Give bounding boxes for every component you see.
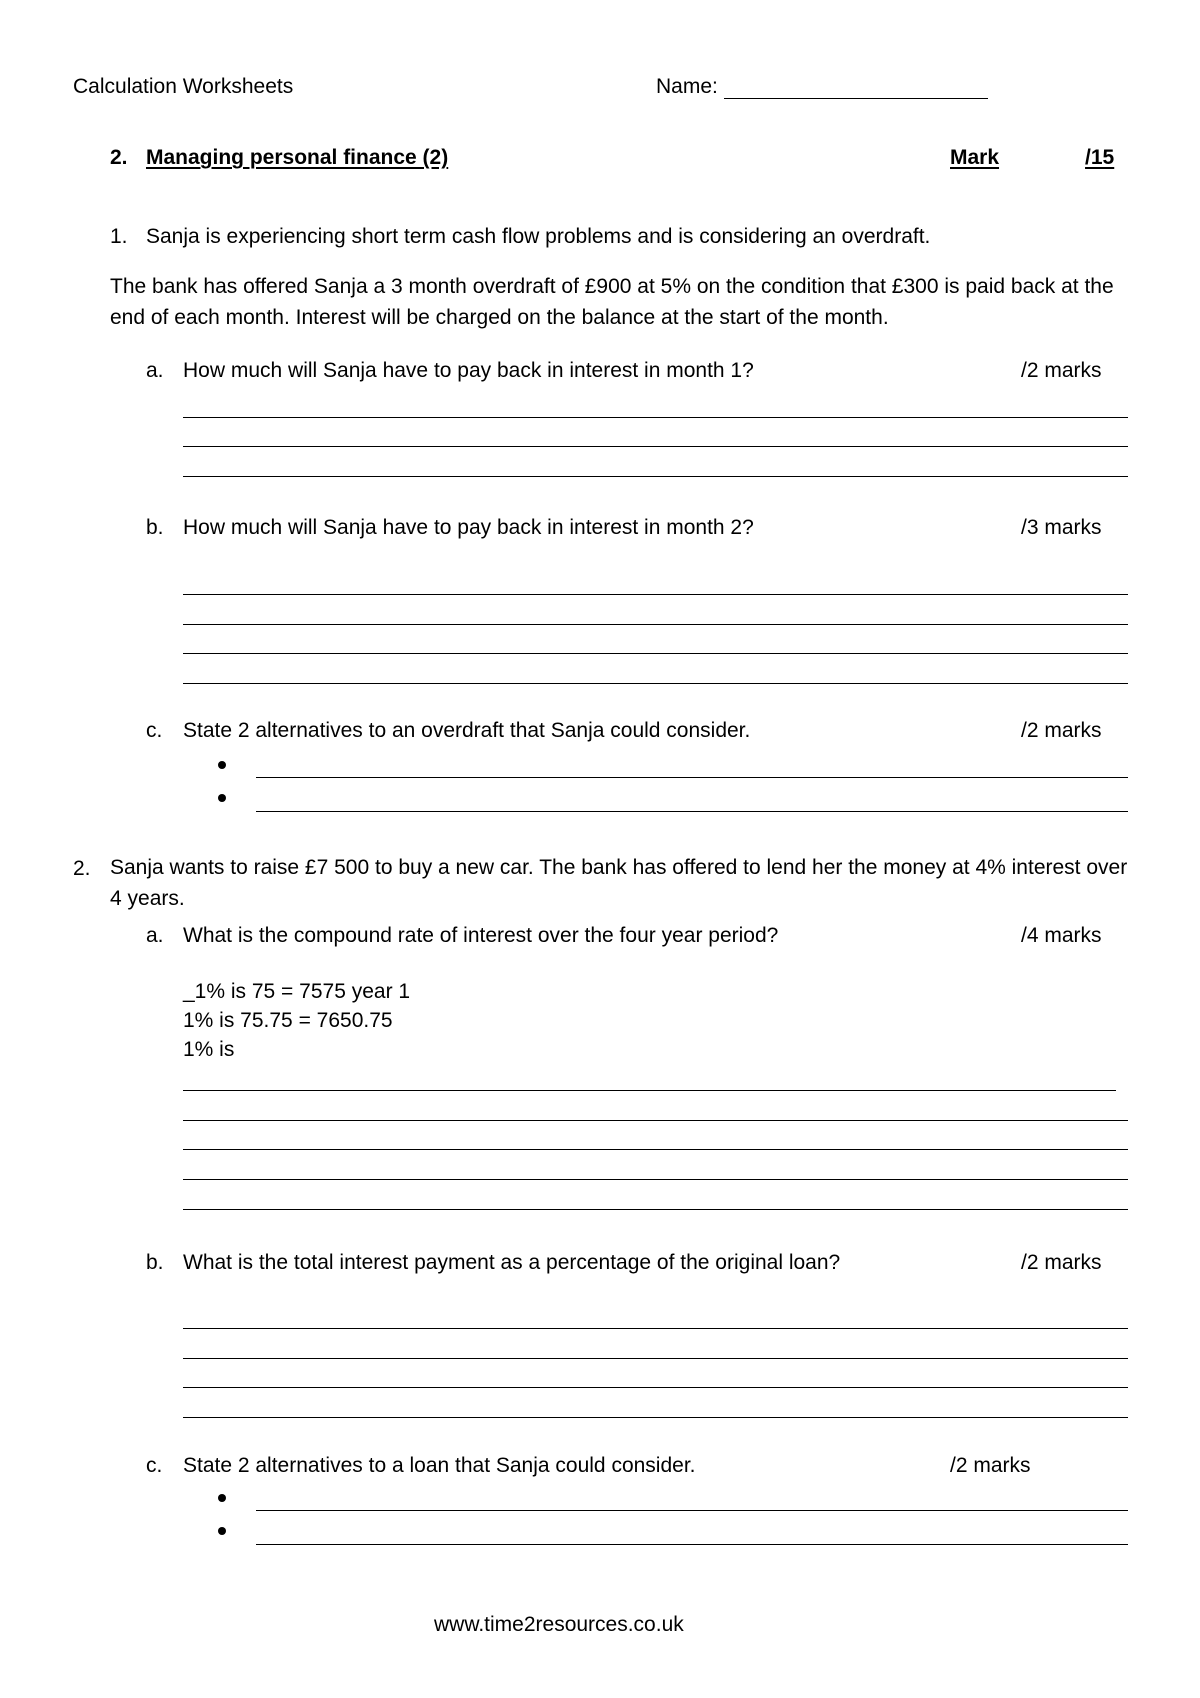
answer-line[interactable] xyxy=(183,446,1128,447)
bullet-point xyxy=(218,794,226,802)
answer-line[interactable] xyxy=(183,1090,1116,1091)
q2a-letter: a. xyxy=(146,924,164,947)
bullet-point xyxy=(218,1494,226,1502)
q1c-letter: c. xyxy=(146,719,163,742)
bullet-point xyxy=(218,1527,226,1535)
q2b-text: What is the total interest payment as a percentage of the original loan? xyxy=(183,1251,841,1274)
working-line: _1% is 75 = 7575 year 1 xyxy=(183,980,411,1003)
q1c-text: State 2 alternatives to an overdraft that Sanja could consider. xyxy=(183,719,751,742)
answer-line[interactable] xyxy=(183,476,1128,477)
working-line: 1% is xyxy=(183,1038,235,1061)
q2-intro: Sanja wants to raise £7 500 to buy a new car. The bank has offered to lend her the money at 4% interest over 4 years. xyxy=(110,856,1128,910)
answer-line[interactable] xyxy=(183,1120,1128,1121)
q2c-text: State 2 alternatives to a loan that Sanja could consider. xyxy=(183,1454,696,1477)
q1a-letter: a. xyxy=(146,359,164,382)
answer-line[interactable] xyxy=(256,1544,1128,1545)
q1-number: 1. xyxy=(110,225,128,248)
q2b-letter: b. xyxy=(146,1251,164,1274)
q2c-marks: /2 marks xyxy=(950,1454,1031,1477)
q2a-marks: /4 marks xyxy=(1021,924,1102,947)
answer-line[interactable] xyxy=(183,683,1128,684)
mark-label xyxy=(950,147,1132,168)
section-title: Managing personal finance (2) xyxy=(146,146,449,169)
bullet-point xyxy=(218,761,226,769)
q2c-letter: c. xyxy=(146,1454,163,1477)
q2a-text: What is the compound rate of interest over the four year period? xyxy=(183,924,779,947)
worksheet-series-title: Calculation Worksheets xyxy=(73,75,294,98)
footer-website: www.time2resources.co.uk xyxy=(434,1613,684,1636)
q1b-marks: /3 marks xyxy=(1021,516,1102,539)
mark-total: /15 xyxy=(1085,146,1115,169)
answer-line[interactable] xyxy=(256,777,1128,778)
answer-line[interactable] xyxy=(183,594,1128,595)
answer-line[interactable] xyxy=(256,1510,1128,1511)
answer-line[interactable] xyxy=(183,1179,1128,1180)
answer-line[interactable] xyxy=(183,1209,1128,1210)
answer-line[interactable] xyxy=(183,624,1128,625)
answer-line[interactable] xyxy=(183,417,1128,418)
answer-line[interactable] xyxy=(183,653,1128,654)
name-answer-line[interactable] xyxy=(724,98,988,99)
q1-context: The bank has offered Sanja a 3 month overdraft of £900 at 5% on the condition that £300 is paid back at the end of each month. Interest will be charged on the balance at the start of the month. xyxy=(110,275,1114,329)
q1a-marks: /2 marks xyxy=(1021,359,1102,382)
q1-intro: Sanja is experiencing short term cash flow problems and is considering an overdraft. xyxy=(146,225,931,248)
mark-text: Mark xyxy=(950,146,1000,169)
answer-line[interactable] xyxy=(256,811,1128,812)
answer-line[interactable] xyxy=(183,1358,1128,1359)
answer-line[interactable] xyxy=(183,1149,1128,1150)
answer-line[interactable] xyxy=(183,1417,1128,1418)
q1b-letter: b. xyxy=(146,516,164,539)
q2b-marks: /2 marks xyxy=(1021,1251,1102,1274)
section-number: 2. xyxy=(110,146,128,169)
q2-number: 2. xyxy=(73,857,91,880)
answer-line[interactable] xyxy=(183,1328,1128,1329)
q1b-text: How much will Sanja have to pay back in interest in month 2? xyxy=(183,516,754,539)
working-line: 1% is 75.75 = 7650.75 xyxy=(183,1009,393,1032)
answer-line[interactable] xyxy=(183,1387,1128,1388)
name-label: Name: xyxy=(656,75,718,98)
q1a-text: How much will Sanja have to pay back in interest in month 1? xyxy=(183,359,754,382)
q1c-marks: /2 marks xyxy=(1021,719,1102,742)
